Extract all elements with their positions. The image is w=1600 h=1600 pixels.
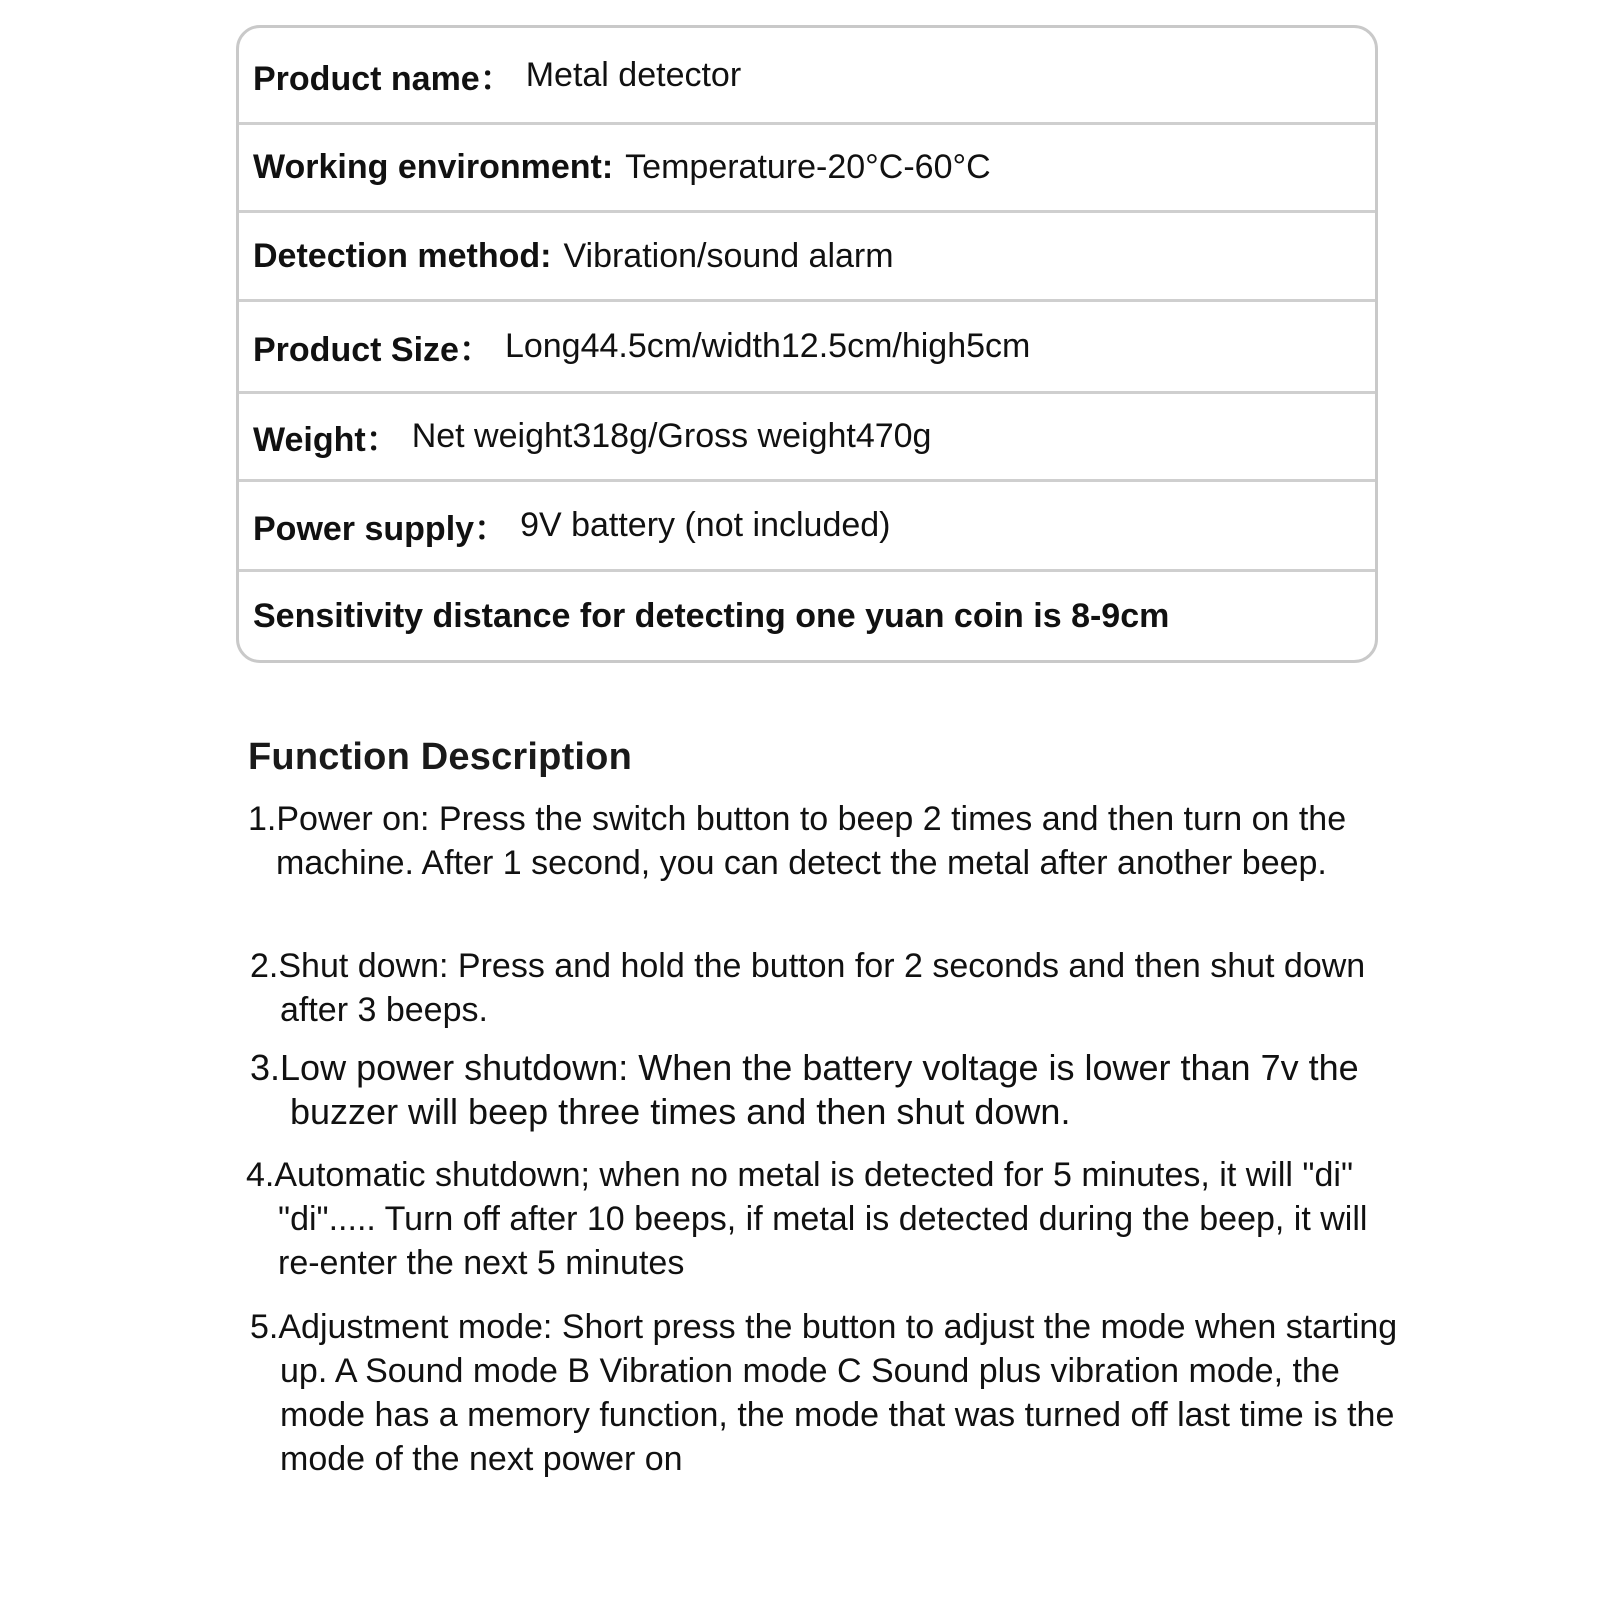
function-item: 5.Adjustment mode: Short press the button to adjust the mode when starting up. A Sound mode B Vibration mode C Sound plus vibration mode, the mode has a memory function, the mode that was turned off last time is the mode of the next power on (250, 1308, 1398, 1478)
spec-value: Metal detector (525, 55, 742, 94)
spec-row-sensitivity (239, 572, 1375, 660)
spec-label: Product Size： (253, 331, 493, 369)
spec-value: 9V battery (not included) (520, 506, 891, 544)
spec-row-product-name (239, 28, 1375, 125)
spec-sensitivity-text: Sensitivity distance for detecting one yuan coin is 8-9cm (253, 596, 1170, 635)
spec-table (236, 25, 1378, 663)
spec-label: Working environment: (253, 148, 614, 186)
spec-row-power-supply (239, 482, 1375, 572)
spec-label: Weight： (253, 421, 400, 459)
function-item: 3.Low power shutdown: When the battery voltage is lower than 7v the buzzer will beep three times and then shut down. (250, 1047, 1359, 1132)
function-item: 4.Automatic shutdown; when no metal is detected for 5 minutes, it will "di" "di"..... Turn off after 10 beeps, if metal is detected during the beep, it will re-enter the next 5 minutes (246, 1156, 1368, 1282)
spec-label: Detection method: (253, 236, 552, 275)
function-item: 1.Power on: Press the switch button to beep 2 times and then turn on the machine. After 1 second, you can detect the metal after another beep. (248, 800, 1347, 882)
spec-value: Long44.5cm/width12.5cm/high5cm (504, 327, 1031, 365)
spec-row-detection-method (239, 213, 1375, 302)
function-item: 2.Shut down: Press and hold the button for 2 seconds and then shut down after 3 beeps. (250, 947, 1366, 1029)
spec-row-working-environment (239, 125, 1375, 213)
spec-value: Net weight318g/Gross weight470g (411, 417, 932, 455)
spec-value: Vibration/sound alarm (563, 236, 894, 275)
function-description-title: Function Description (248, 736, 632, 778)
spec-row-product-size (239, 302, 1375, 394)
spec-row-weight (239, 394, 1375, 482)
spec-value: Temperature-20°C-60°C (625, 148, 991, 186)
spec-label: Product name： (253, 59, 514, 98)
spec-label: Power supply： (253, 510, 509, 548)
